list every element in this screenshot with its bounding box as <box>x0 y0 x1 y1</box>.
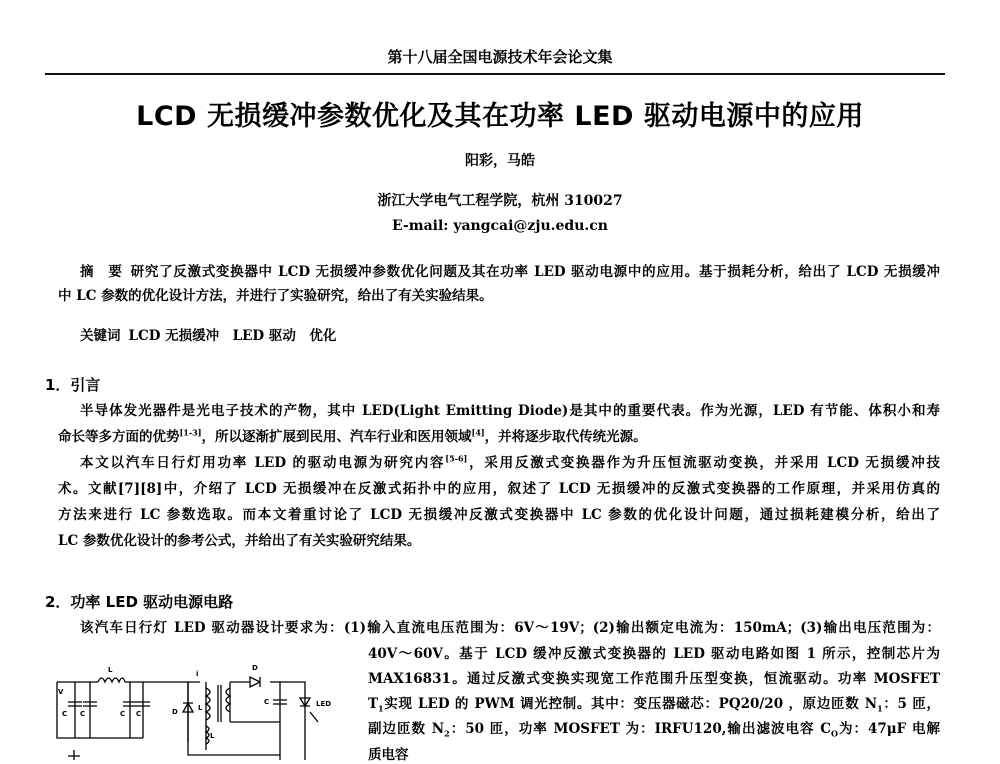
circuit-label: V <box>58 688 64 696</box>
circuit-label: C <box>120 710 126 718</box>
keywords-label: 关键词 <box>80 328 121 344</box>
abstract-label: 摘 要 <box>80 264 123 280</box>
section-heading-intro: 1．引言 <box>45 376 101 394</box>
circuit-label: C <box>62 710 68 718</box>
paragraph-line: LC 参数优化设计的参考公式，并给出了有关实验研究结果。 <box>58 533 421 549</box>
paper-title: LCD 无损缓冲参数优化及其在功率 LED 驱动电源中的应用 <box>136 101 864 132</box>
paragraph-line: 质电容 <box>368 747 409 763</box>
circuit-label: LED <box>316 700 332 708</box>
circuit-diagram <box>40 650 350 760</box>
header-rule <box>45 73 945 75</box>
email: E-mail: yangcai@zju.edu.cn <box>392 218 608 234</box>
circuit-wires <box>57 682 305 760</box>
circuit-label: L <box>198 704 203 712</box>
circuit-label: D <box>252 664 258 672</box>
paragraph-line: 副边匝数 $N_2$：50 匝，功率 MOSFET 为：IRFU120,输出滤波电容 $C_O$为：47μF 电解 <box>368 721 941 739</box>
paragraph-line: MAX16831。通过反激式变换实现宽工作范围升压型变换，恒流驱动。功率 MOSFET <box>368 671 940 687</box>
keywords-text: LCD 无损缓冲 LED 驱动 优化 <box>128 328 337 344</box>
section-heading-circuit: 2．功率 LED 驱动电源电路 <box>45 593 234 611</box>
citation: [1-3] <box>179 427 202 438</box>
citation: [5-6] <box>445 453 468 464</box>
paragraph-line: 本文以汽车日行灯用功率 LED 的驱动电源为研究内容[5-6]，采用反激式变换器作为升压恒流驱动变换，并采用 LCD 无损缓冲技 <box>80 453 941 471</box>
paragraph-line: $T_1$实现 LED 的 PWM 调光控制。其中：变压器磁芯：PQ20/20 ，原边匝数 $N_1$：5 匝， <box>368 696 941 714</box>
paragraph-line: 命长等多方面的优势[1-3]，所以逐渐扩展到民用、汽车行业和医用领域[4]，并将逐步取代传统光源。 <box>58 427 647 445</box>
abstract-line: 中 LC 参数的优化设计方法，并进行了实验研究，给出了有关实验结果。 <box>58 288 493 304</box>
circuit-label: L <box>210 732 215 740</box>
diodes <box>183 677 318 722</box>
abstract-line: 摘 要 研究了反激式变换器中 LCD 无损缓冲参数优化问题及其在功率 LED 驱动电源中的应用。基于损耗分析，给出了 LCD 无损缓冲 <box>80 264 940 280</box>
citation: [4] <box>471 427 485 438</box>
paragraph-line: 术。文献[7][8]中，介绍了 LCD 无损缓冲在反激式拓扑中的应用，叙述了 LCD 无损缓冲的反激式变换器的工作原理，并采用仿真的 <box>58 481 940 497</box>
circuit-label: C <box>80 710 86 718</box>
circuit-label: i <box>196 670 199 678</box>
running-header: 第十八届全国电源技术年会论文集 <box>387 48 613 66</box>
capacitors <box>68 700 287 706</box>
paragraph-line: 40V～60V。基于 LCD 缓冲反激式变换器的 LED 驱动电路如图 1 所示，控制芯片为 <box>368 646 940 662</box>
paragraph-line: 方法来进行 LC 参数选取。而本文着重讨论了 LCD 无损缓冲反激式变换器中 LC 参数的优化设计问题，通过损耗建模分析，给出了 <box>58 507 940 523</box>
circuit-label: D <box>172 708 178 716</box>
keywords <box>80 327 680 345</box>
affiliation: 浙江大学电气工程学院，杭州 310027 <box>377 193 623 209</box>
paragraph-line: 该汽车日行灯 LED 驱动器设计要求为：(1)输入直流电压范围为：6V～19V；(2)输出额定电流为：150mA；(3)输出电压范围为： <box>80 620 940 636</box>
circuit-label: C <box>136 710 142 718</box>
authors: 阳彩，马皓 <box>465 153 535 169</box>
circuit-label: C <box>264 698 270 706</box>
paragraph-line: 半导体发光器件是光电子技术的产物，其中 LED(Light Emitting Diode)是其中的重要代表。作为光源，LED 有节能、体积小和寿 <box>80 403 940 419</box>
circuit-label: L <box>108 666 113 674</box>
